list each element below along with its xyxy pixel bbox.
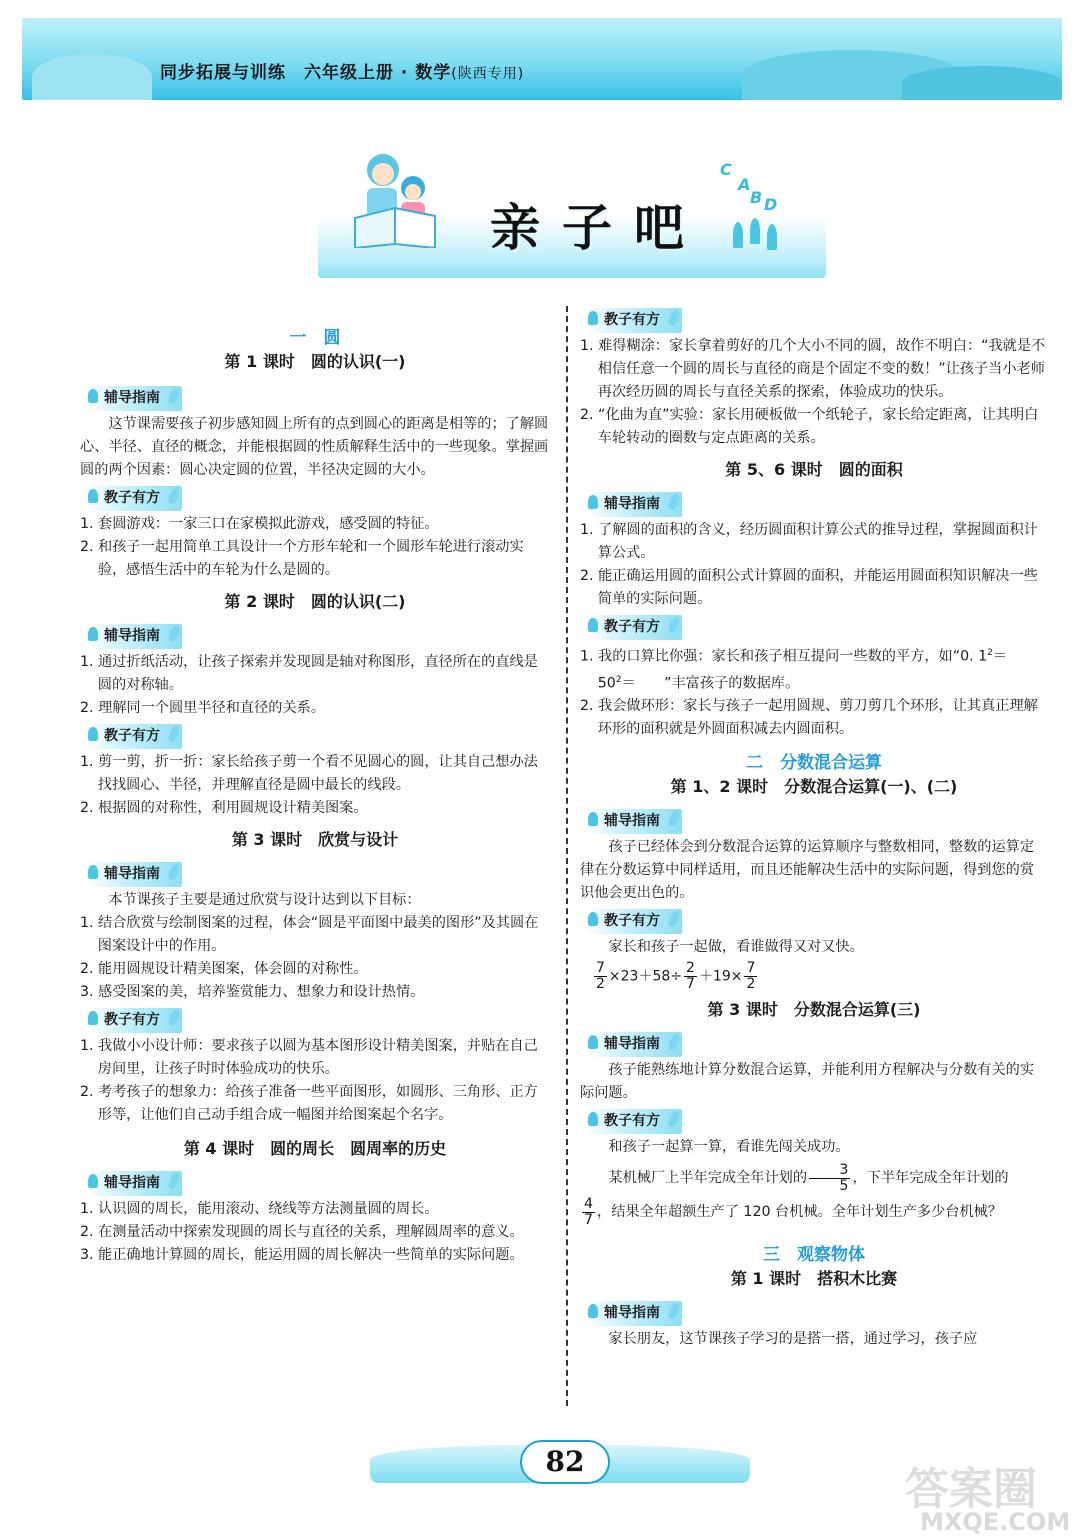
guide-item: 1. 了解圆的面积的含义，经历圆面积计算公式的推导过程，掌握圆面积计算公式。 (580, 522, 1038, 561)
unit-heading: 一 圆 (289, 328, 341, 348)
teach-tag: 教子有方 (86, 1008, 182, 1033)
decor-letter: D (764, 195, 778, 214)
guide-item: 2. 能正确运用圆的面积公式计算圆的面积，并能运用圆面积知识解决一些简单的实际问题。 (580, 568, 1038, 607)
watermark-url: MXQE.COM (920, 1508, 1071, 1536)
tree-icon (750, 218, 760, 244)
lesson-title: 第 4 课时 圆的周长 圆周率的历史 (183, 1139, 447, 1158)
guide-tag: 辅导指南 (86, 386, 182, 411)
guide-item: 2. 能用圆规设计精美图案，体会圆的对称性。 (80, 961, 368, 977)
guide-item: 3. 能正确地计算圆的周长，能运用圆的周长解决一些简单的实际问题。 (80, 1247, 524, 1263)
guide-item: 2. 在测量活动中探索发现圆的周长与直径的关系，理解圆周率的意义。 (80, 1224, 524, 1240)
teach-tag: 教子有方 (86, 486, 182, 511)
lesson-title: 第 3 课时 欣赏与设计 (231, 830, 399, 849)
teach-item: 2. 我会做环形：家长与孩子一起用圆规、剪刀剪几个环形，让其真正理解环形的面积就是外圆面积减去内圆面积。 (580, 698, 1038, 738)
decor-letter: B (750, 188, 763, 207)
book-title: 同步拓展与训练 六年级上册 · 数学(陕西专用) (160, 63, 525, 83)
guide-item: 3. 感受图案的美，培养鉴赏能力、想象力和设计热情。 (80, 984, 425, 1000)
unit-heading: 二 分数混合运算 (746, 753, 882, 774)
guide-item: 1. 结合欣赏与绘制图案的过程，体会“圆是平面图中最美的图形”及其圆在图案设计中的作用。 (80, 915, 539, 954)
guide-tag: 辅导指南 (586, 492, 682, 517)
teach-item: 1. 套圆游戏：一家三口在家模拟此游戏，感受圆的特征。 (80, 516, 439, 532)
unit-heading: 三 观察物体 (763, 1245, 865, 1266)
watermark-logo: 答案圈 (905, 1464, 1037, 1515)
teach-text: 家长和孩子一起做，看谁做得又对又快。 (608, 939, 864, 956)
word-problem: 某机械厂上半年完成全年计划的 $\frac{3}{5}$ ，下半年完成全年计划的 (608, 1161, 1009, 1194)
teach-tag: 教子有方 (586, 909, 682, 934)
guide-tag: 辅导指南 (86, 624, 182, 649)
guide-text: 孩子已经体会到分数混合运算的运算顺序与整数相同，整数的运算定律在分数运算中同样适用，而且还能解决生活中的实际问题，得到您的赏识他会更出色的。 (580, 839, 1035, 902)
teach-item: 2. 和孩子一起用简单工具设计一个方形车轮和一个圆形车轮进行滚动实验，感悟生活中的车轮为什么是圆的。 (80, 539, 524, 578)
tree-icon (767, 224, 777, 250)
decor-letter: C (720, 160, 732, 179)
teach-tag: 教子有方 (586, 308, 682, 333)
column-divider (566, 306, 568, 1406)
lesson-title: 第 2 课时 圆的认识(二) (224, 592, 406, 611)
math-expression: $\frac{7}{2}$ ×23＋58÷ $\frac{2}{7}$ ＋19× $\frac{7}{2}$ (596, 960, 756, 993)
guide-item: 1. 认识圆的周长，能用滚动、绕线等方法测量圆的周长。 (80, 1201, 439, 1217)
lesson-title: 第 5、6 课时 圆的面积 (725, 460, 903, 479)
guide-intro: 本节课孩子主要是通过欣赏与设计达到以下目标： (108, 892, 421, 908)
teach-item: 1. 我的口算比你强：家长和孩子相互提问一些数的平方，如“0. $1^2=$ $50^2=$ ”丰富孩子的数据库。 (580, 648, 1036, 692)
teach-item: 2. 考考孩子的想象力：给孩子准备一些平面图形，如圆形、三角形、正方形等，让他们自己动手组合成一幅图并给图案起个名字。 (80, 1084, 538, 1123)
word-problem-cont: $\frac{4}{7}$ ，结果全年超额生产了 120 台机械。全年计划生产多少台机械？ (584, 1195, 1003, 1228)
left-column (80, 326, 550, 1267)
teach-tag: 教子有方 (586, 615, 682, 640)
guide-item: 1. 通过折纸活动，让孩子探索并发现圆是轴对称图形，直径所在的直线是圆的对称轴。 (80, 654, 538, 693)
guide-tag: 辅导指南 (586, 1301, 682, 1326)
guide-text: 孩子能熟练地计算分数混合运算，并能利用方程解决与分数有关的实际问题。 (580, 1062, 1035, 1102)
guide-tag: 辅导指南 (586, 1032, 682, 1057)
teach-tag: 教子有方 (86, 724, 182, 749)
teach-item: 1. 难得糊涂：家长拿着剪好的几个大小不同的圆，故作不明白：“我就是不相信任意一个圆的周长与直径的商是个固定不变的数！”让孩子当小老师再次经历圆的周长与直径关系的探索，体验成功的快乐。 (580, 338, 1046, 400)
guide-text: 家长朋友，这节课孩子学习的是搭一搭，通过学习，孩子应 (608, 1331, 978, 1348)
right-column (580, 308, 1048, 1351)
guide-tag: 辅导指南 (86, 862, 182, 887)
teach-item: 2. “化曲为直”实验：家长用硬板做一个纸轮子，家长给定距离，让其明白车轮转动的圈数与定点距离的关系。 (580, 407, 1039, 446)
lesson-title: 第 1 课时 圆的认识(一) (224, 352, 406, 371)
guide-item: 2. 理解同一个圆里半径和直径的关系。 (80, 700, 326, 716)
parent-child-reading-illustration (345, 148, 445, 248)
decor-letter: A (738, 175, 751, 194)
guide-tag: 辅导指南 (586, 809, 682, 834)
teach-tag: 教子有方 (586, 1109, 682, 1134)
page-heading: 亲子吧 (490, 198, 706, 257)
lesson-title: 第 1、2 课时 分数混合运算(一)、(二) (670, 777, 958, 797)
guide-tag: 辅导指南 (86, 1171, 182, 1196)
lesson-title: 第 3 课时 分数混合运算(三) (707, 1000, 921, 1020)
page-number: 82 (520, 1440, 610, 1484)
teach-text: 和孩子一起算一算，看谁先闯关成功。 (608, 1139, 850, 1156)
teach-item: 1. 我做小小设计师：要求孩子以圆为基本图形设计精美图案，并贴在自己房间里，让孩子时时体验成功的快乐。 (80, 1038, 538, 1077)
guide-text: 这节课需要孩子初步感知圆上所有的点到圆心的距离是相等的；了解圆心、半径、直径的概念，并能根据圆的性质解释生活中的一些现象。掌握画圆的两个因素：圆心决定圆的位置，半径决定圆的大小。 (80, 416, 549, 478)
tree-icon (733, 222, 743, 248)
lesson-title: 第 1 课时 搭积木比赛 (730, 1269, 898, 1289)
teach-item: 1. 剪一剪，折一折：家长给孩子剪一个看不见圆心的圆，让其自己想办法找找圆心、半径，并理解直径是圆中最长的线段。 (80, 754, 538, 793)
teach-item: 2. 根据圆的对称性，利用圆规设计精美图案。 (80, 800, 368, 816)
